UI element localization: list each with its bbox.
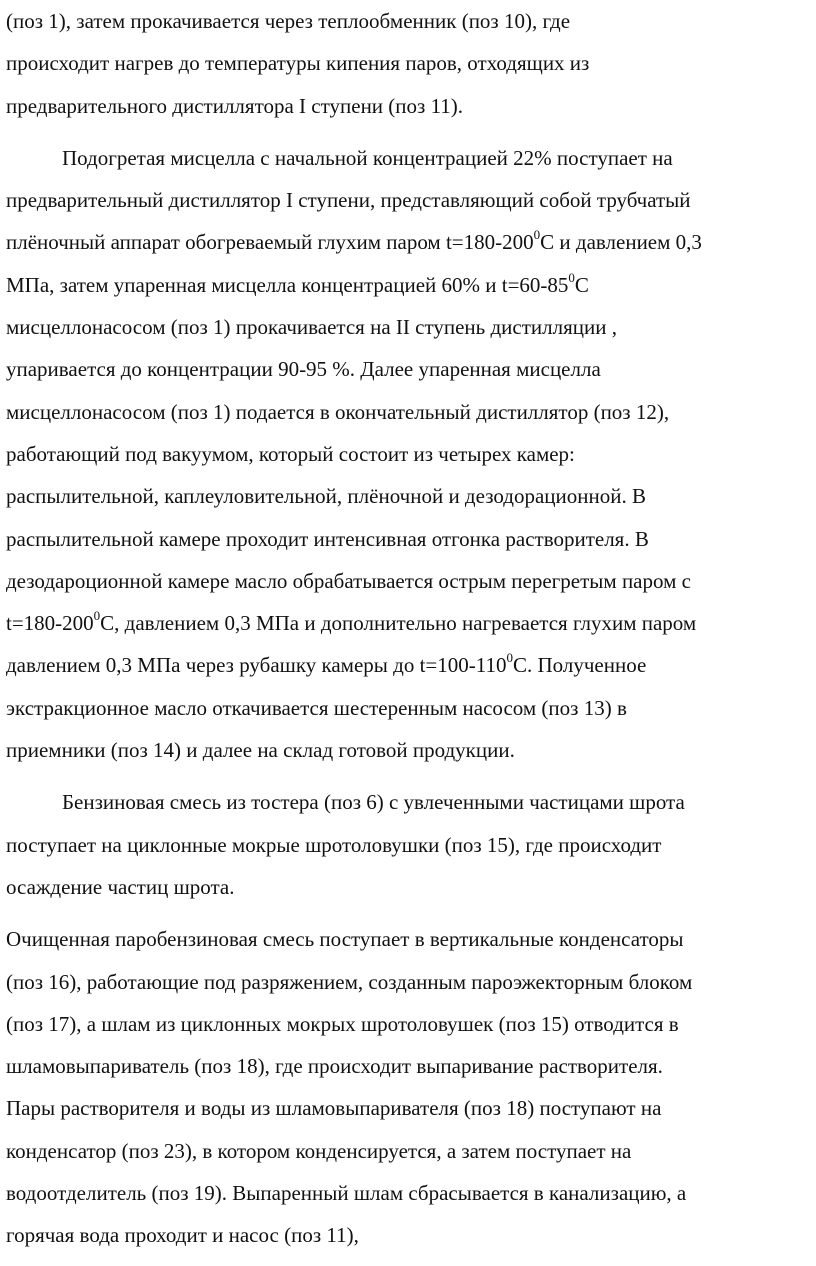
paragraph-condensers (6, 918, 810, 1256)
text-line (6, 264, 810, 306)
text-line: происходит нагрев до температуры кипения паров, отходящих из (6, 51, 590, 76)
text-fragment: давлением 0,3 МПа через рубашку камеры до t=100-110 (6, 653, 507, 678)
text-fragment: С. Полученное (512, 653, 647, 678)
text-line (6, 221, 810, 263)
text-line: приемники (поз 14) и далее на склад готовой продукции. (6, 738, 515, 763)
text-line: Подогретая мисцелла с начальной концентрацией 22% поступает на (62, 145, 673, 170)
superscript-degree: 0 (533, 227, 541, 243)
text-fragment: плёночный аппарат обогреваемый глухим паром t=180-200 (6, 230, 534, 255)
text-line: конденсатор (поз 23), в котором конденсируется, а затем поступает на (6, 1138, 632, 1163)
text-fragment: МПа, затем упаренная мисцелла концентрацией 60% и t=60-85 (6, 272, 569, 297)
text-fragment: С и давлением 0,3 (540, 230, 702, 255)
text-line: (поз 1), затем прокачивается через теплообменник (поз 10), где (6, 9, 571, 33)
text-line: Бензиновая смесь из тостера (поз 6) с увлеченными частицами шрота (62, 790, 685, 815)
paragraph-gap (6, 771, 810, 781)
text-fragment: С (574, 272, 589, 297)
text-line: предварительного дистиллятора I ступени (поз 11). (6, 93, 464, 118)
text-line: шламовыпариватель (поз 18), где происходит выпаривание растворителя. (6, 1054, 663, 1079)
text-line: (поз 17), а шлам из циклонных мокрых шротоловушек (поз 15) отводится в (6, 1011, 679, 1036)
text-line: распылительной, каплеуловительной, плёночной и дезодорационной. В (6, 484, 646, 509)
text-line: (поз 16), работающие под разряжением, созданным пароэжекторным блоком (6, 969, 693, 994)
superscript-degree: 0 (568, 269, 575, 285)
text-line: поступает на циклонные мокрые шротоловушки (поз 15), где происходит (6, 832, 662, 857)
paragraph-gap (6, 908, 810, 918)
text-line: Очищенная паробензиновая смесь поступает в вертикальные конденсаторы (6, 927, 684, 952)
text-line: горячая вода проходит и насос (поз 11), (6, 1223, 359, 1248)
text-line: Пары растворителя и воды из шламовыпаривателя (поз 18) поступают на (6, 1096, 662, 1121)
text-line: мисцеллонасосом (поз 1) прокачивается на II ступень дистилляции , (6, 315, 617, 340)
paragraph-toaster-mixture (6, 781, 810, 908)
text-line: предварительный дистиллятор I ступени, представляющий собой трубчатый (6, 188, 691, 213)
paragraph-miscella-distillation (6, 137, 810, 771)
text-line (6, 602, 810, 644)
paragraph-gap (6, 127, 810, 137)
superscript-degree: 0 (506, 650, 513, 666)
text-line (6, 644, 810, 686)
text-line: осаждение частиц шрота. (6, 874, 235, 899)
text-line: дезодароционной камере масло обрабатывается острым перегретым паром с (6, 568, 691, 593)
text-line: водоотделитель (поз 19). Выпаренный шлам сбрасывается в канализацию, а (6, 1181, 687, 1206)
text-line: работающий под вакуумом, который состоит из четырех камер: (6, 441, 575, 466)
text-line: экстракционное масло откачивается шестеренным насосом (поз 13) в (6, 695, 627, 720)
text-fragment: t=180-200 (6, 611, 94, 636)
document-body (6, 0, 810, 1257)
text-line: распылительной камере проходит интенсивная отгонка растворителя. В (6, 526, 649, 551)
paragraph-heat-exchanger (6, 0, 810, 127)
text-fragment: С, давлением 0,3 МПа и дополнительно нагревается глухим паром (100, 611, 697, 636)
superscript-degree: 0 (93, 608, 101, 624)
text-line: упаривается до концентрации 90-95 %. Далее упаренная мисцелла (6, 357, 601, 382)
text-line: мисцеллонасосом (поз 1) подается в окончательный дистиллятор (поз 12), (6, 399, 670, 424)
